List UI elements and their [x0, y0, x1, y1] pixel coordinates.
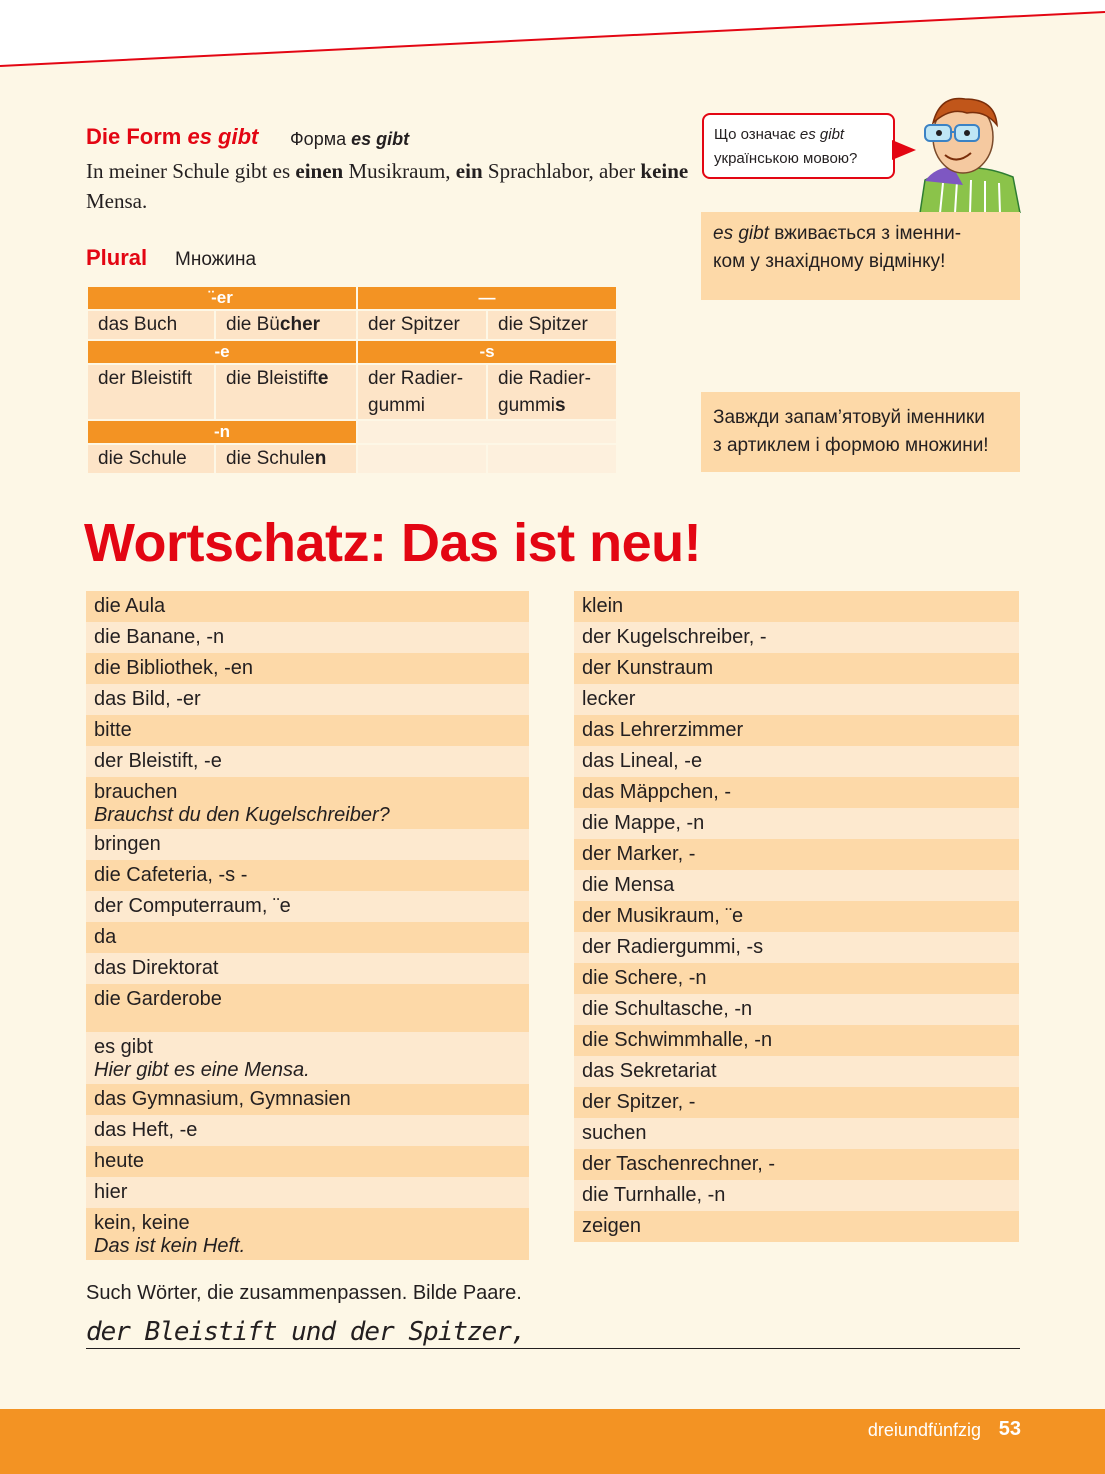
vocab-row: [574, 839, 1019, 870]
note1-line-1: es gibt вживається з іменни-: [713, 223, 962, 244]
vocab-word: der Marker, -: [582, 843, 696, 865]
plural-cell: die Schulen: [215, 444, 357, 474]
note2-line-2: з артиклем і формою множини!: [713, 435, 989, 456]
vocab-word: der Kunstraum: [582, 657, 714, 679]
plural-header-n: -n: [87, 420, 357, 444]
plural-cell: der Bleistift: [87, 364, 215, 420]
vocab-row: [86, 684, 529, 715]
plural-heading: Plural: [86, 245, 148, 270]
plural-empty-cell: [487, 444, 617, 474]
sentence-segment: Sprachlabor, aber: [482, 159, 641, 183]
page-number: 53: [998, 1418, 1021, 1440]
vocab-row: [574, 622, 1019, 653]
plural-header-s: -s: [357, 340, 617, 364]
vocab-row: [574, 777, 1019, 808]
vocab-word: die Schwimmhalle, -n: [582, 1029, 773, 1051]
vocab-row: [574, 994, 1019, 1025]
sentence-segment: Musikraum,: [343, 159, 456, 183]
vocab-row: [574, 1211, 1019, 1242]
vocab-word: die Cafeteria, -s -: [94, 864, 248, 886]
vocab-row: [574, 1149, 1019, 1180]
vocab-word: brauchen: [94, 780, 178, 803]
vocab-example: Das ist kein Heft.: [94, 1234, 246, 1257]
vocab-row: [86, 984, 529, 1032]
vocab-row: [86, 746, 529, 777]
footer-band: [0, 1409, 1105, 1474]
vocab-row: [86, 622, 529, 653]
bubble-line-1: Що означає es gibt: [714, 126, 845, 143]
vocab-word: das Lehrerzimmer: [582, 719, 744, 741]
vocab-word: der Musikraum, ¨e: [582, 905, 744, 927]
vocab-word: die Mensa: [582, 874, 675, 896]
bubble-line-2: українською мовою?: [714, 150, 858, 167]
vocab-word: der Spitzer, -: [582, 1091, 696, 1113]
vocab-word: das Mäppchen, -: [582, 781, 731, 803]
plural-table: [86, 285, 618, 475]
vocab-row: [574, 715, 1019, 746]
vocab-word: zeigen: [582, 1215, 641, 1237]
vocab-word: die Mappe, -n: [582, 812, 705, 834]
vocab-word: das Sekretariat: [582, 1060, 717, 1082]
vocab-word: der Bleistift, -e: [94, 750, 222, 772]
vocab-row: [86, 1115, 529, 1146]
vocab-word: die Turnhalle, -n: [582, 1184, 726, 1206]
plural-cell: die Schule: [87, 444, 215, 474]
form-example-sentence: [86, 156, 696, 216]
vocab-word: die Schere, -n: [582, 967, 707, 989]
plural-empty-cell: [357, 420, 617, 444]
vocab-example: Hier gibt es eine Mensa.: [94, 1058, 310, 1081]
vocab-row: [86, 777, 529, 829]
vocab-row: [86, 1208, 529, 1260]
handwritten-answer: der Bleistift und der Spitzer,: [86, 1317, 526, 1347]
vocab-word: der Radiergummi, -s: [582, 936, 764, 958]
plural-header-umlaut-er: ̈-er: [87, 286, 357, 310]
vocab-row: [86, 922, 529, 953]
note2-line-1: Завжди запам’ятовуй іменники: [713, 407, 985, 428]
vocab-word: die Schultasche, -n: [582, 998, 753, 1020]
vocab-row: [86, 1032, 529, 1084]
vocab-row: [86, 829, 529, 860]
vocab-word: kein, keine: [94, 1211, 190, 1234]
vocab-row: [86, 591, 529, 622]
plural-cell: der Radier- gummi: [357, 364, 487, 420]
plural-heading-ua: Множина: [175, 249, 257, 270]
page-number-word: dreiundfünfzig: [867, 1420, 981, 1440]
vocab-word: hier: [94, 1181, 128, 1203]
vocab-word: die Garderobe: [94, 988, 222, 1010]
vocab-row: [574, 591, 1019, 622]
vocab-row: [574, 808, 1019, 839]
vocab-word: der Computerraum, ¨e: [94, 895, 291, 917]
sentence-segment: ein: [455, 159, 483, 183]
note1-line-2: ком у знахідному відмінку!: [713, 251, 946, 272]
vocab-word: das Gymnasium, Gymnasien: [94, 1088, 351, 1110]
vocab-row: [574, 1087, 1019, 1118]
vocab-list-right: [574, 591, 1019, 1242]
plural-cell: die Bleistifte: [215, 364, 357, 420]
vocab-row: [86, 953, 529, 984]
vocab-word: da: [94, 926, 117, 948]
vocab-word: bitte: [94, 719, 132, 741]
vocab-row: [574, 746, 1019, 777]
vocab-word: die Aula: [94, 595, 166, 617]
vocab-word: lecker: [582, 688, 636, 710]
vocab-row: [86, 860, 529, 891]
plural-empty-cell: [357, 444, 487, 474]
vocab-word: heute: [94, 1150, 145, 1172]
vocab-row: [86, 1177, 529, 1208]
plural-cell: die Radier- gummis: [487, 364, 617, 420]
speech-bubble: [702, 113, 895, 179]
vocab-word: der Kugelschreiber, -: [582, 626, 767, 648]
vocab-word: das Heft, -e: [94, 1119, 198, 1141]
vocab-row: [86, 715, 529, 746]
sentence-segment: In meiner Schule gibt es: [86, 159, 296, 183]
top-white-band: [0, 0, 1105, 70]
tip-note-plural: [701, 392, 1020, 472]
vocab-word: das Bild, -er: [94, 688, 201, 710]
vocab-word: klein: [582, 595, 624, 617]
vocab-row: [574, 653, 1019, 684]
plural-cell: der Spitzer: [357, 310, 487, 340]
vocab-row: [574, 1180, 1019, 1211]
plural-header-none: —: [357, 286, 617, 310]
form-heading: Die Form es gibt: [86, 124, 259, 149]
vocab-row: [574, 1056, 1019, 1087]
vocab-row: [574, 870, 1019, 901]
vocab-row: [574, 932, 1019, 963]
plural-cell: die Bücher: [215, 310, 357, 340]
vocab-list-left: [86, 591, 529, 1260]
grammar-note-es-gibt: [701, 212, 1020, 300]
answer-line: [86, 1348, 1020, 1349]
vocab-row: [86, 891, 529, 922]
vocab-word: die Banane, -n: [94, 626, 225, 648]
sentence-segment: Mensa.: [86, 189, 148, 213]
vocab-row: [86, 1146, 529, 1177]
sentence-segment: einen: [295, 159, 344, 183]
vocab-row: [86, 653, 529, 684]
vocab-row: [574, 963, 1019, 994]
vocab-example: Brauchst du den Kugelschreiber?: [94, 803, 390, 826]
sentence-segment: keine: [640, 159, 689, 183]
plural-cell: das Buch: [87, 310, 215, 340]
task-instruction: Such Wörter, die zusammenpassen. Bilde Paare.: [86, 1282, 522, 1304]
vocab-word: bringen: [94, 833, 161, 855]
vocab-word: suchen: [582, 1122, 647, 1144]
vocab-row: [86, 1084, 529, 1115]
vocab-row: [574, 684, 1019, 715]
vocab-word: es gibt: [94, 1035, 153, 1058]
vocab-row: [574, 1118, 1019, 1149]
plural-cell: die Spitzer: [487, 310, 617, 340]
vocab-row: [574, 1025, 1019, 1056]
wortschatz-title: Wortschatz: Das ist neu!: [84, 513, 702, 573]
vocab-word: das Direktorat: [94, 957, 219, 979]
vocab-word: die Bibliothek, -en: [94, 657, 253, 679]
form-heading-ua: Форма es gibt: [290, 129, 410, 149]
vocab-word: der Taschenrechner, -: [582, 1153, 776, 1175]
plural-header-e: -e: [87, 340, 357, 364]
vocab-row: [574, 901, 1019, 932]
vocab-word: das Lineal, -e: [582, 750, 703, 772]
cartoon-boy-illustration: [905, 95, 1025, 213]
